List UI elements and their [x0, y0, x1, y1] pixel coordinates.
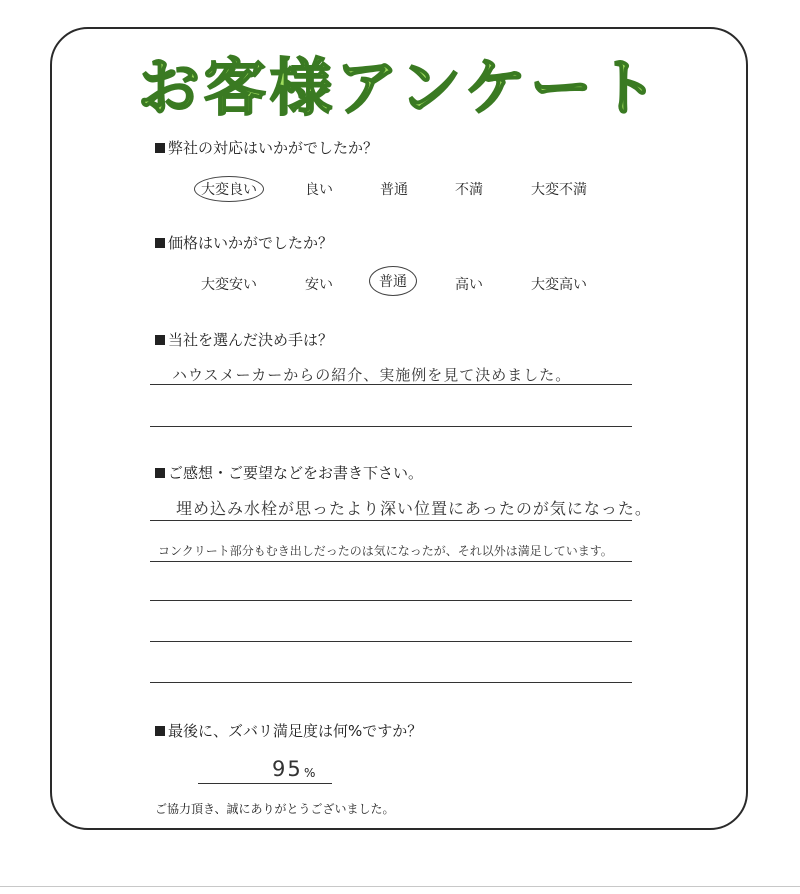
answer-rule: [150, 641, 632, 642]
bullet-square-icon: [155, 726, 165, 736]
q2-option-2[interactable]: 安い: [305, 277, 333, 293]
question-2-label: 価格はいかがでしたか？: [168, 234, 334, 252]
q2-option-4[interactable]: 高い: [455, 277, 483, 293]
answer-rule: [150, 384, 632, 385]
bullet-square-icon: [155, 335, 165, 345]
question-3: [155, 329, 333, 350]
q4-answer-line-1: 埋め込み水栓が思ったより深い位置にあったのが気になった。: [176, 499, 652, 518]
q2-option-5[interactable]: 大変高い: [531, 277, 587, 293]
q2-option-3[interactable]: 普通: [369, 266, 417, 296]
thank-you-note: ご協力頂き、誠にありがとうございました。: [155, 802, 395, 816]
satisfaction-underline: [198, 783, 332, 784]
q1-option-1[interactable]: 大変良い: [194, 176, 264, 202]
question-4-label: ご感想・ご要望などをお書き下さい。: [168, 464, 424, 482]
answer-rule: [150, 520, 632, 521]
survey-title: お客様アンケート: [137, 51, 663, 124]
q1-option-2[interactable]: 良い: [305, 182, 333, 198]
q1-option-3[interactable]: 普通: [380, 182, 408, 198]
q1-option-5[interactable]: 大変不満: [531, 182, 587, 198]
scan-edge-rule: [0, 886, 800, 887]
question-4: [155, 462, 423, 483]
question-1-label: 弊社の対応はいかがでしたか？: [168, 139, 379, 157]
q1-option-4[interactable]: 不満: [455, 182, 483, 198]
answer-rule: [150, 682, 632, 683]
bullet-square-icon: [155, 238, 165, 248]
q4-answer-line-2: コンクリート部分もむき出しだったのは気になったが、それ以外は満足しています。: [158, 544, 613, 558]
question-3-label: 当社を選んだ決め手は？: [168, 331, 334, 349]
q3-answer-line-1: ハウスメーカーからの紹介、実施例を見て決めました。: [172, 366, 572, 384]
question-1: [155, 137, 378, 158]
satisfaction-unit: %: [304, 766, 316, 780]
satisfaction-value[interactable]: 95: [272, 757, 303, 781]
bullet-square-icon: [155, 143, 165, 153]
answer-rule: [150, 561, 632, 562]
answer-rule: [150, 600, 632, 601]
question-2: [155, 232, 333, 253]
answer-rule: [150, 426, 632, 427]
q2-option-1[interactable]: 大変安い: [201, 277, 257, 293]
question-5-label: 最後に、ズバリ満足度は何%ですか？: [168, 722, 423, 740]
bullet-square-icon: [155, 468, 165, 478]
question-5: [155, 720, 422, 741]
